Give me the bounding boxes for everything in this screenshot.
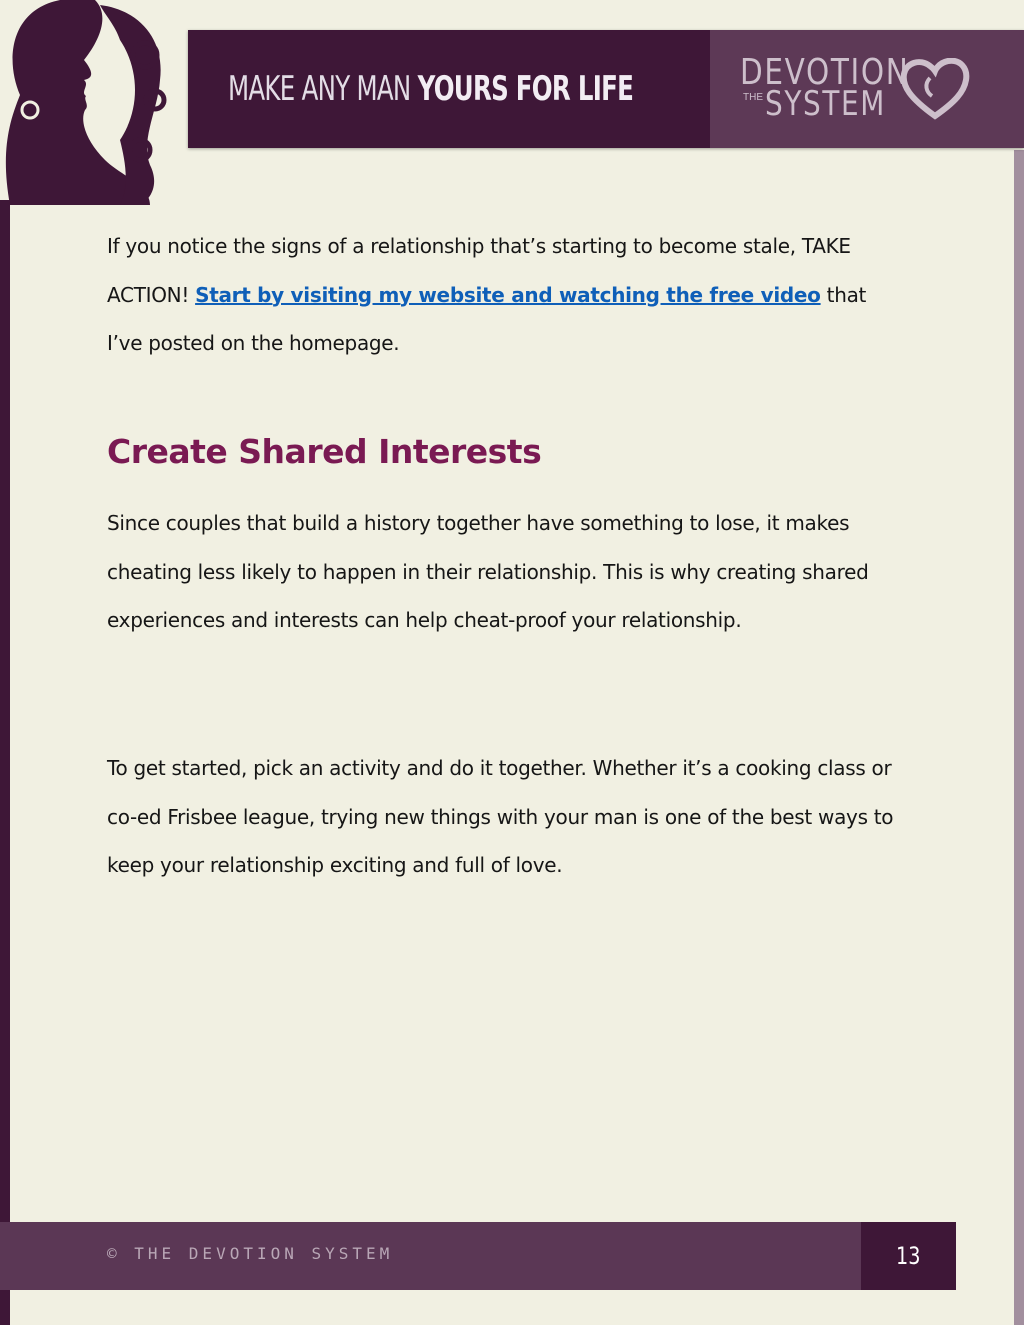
left-accent-bar (0, 200, 10, 1325)
section-heading: Create Shared Interests (107, 432, 542, 471)
brand-logo (710, 30, 1024, 148)
tagline-bold: YOURS FOR LIFE (417, 69, 634, 109)
header-tagline-area (188, 30, 710, 148)
brand-devotion-text: DEVOTION (740, 52, 910, 93)
woman-silhouette-icon (0, 0, 180, 205)
brand-the-text: THE (743, 92, 763, 103)
intro-end-text: that I’ve posted on the homepage. (107, 282, 867, 355)
page-number-box (861, 1222, 956, 1290)
page-number: 13 (896, 1242, 921, 1270)
intro-text: If you notice the signs of a relationship that’s starting to become stale, TAKE ACTION! (107, 234, 851, 307)
website-video-link[interactable]: Start by visiting my website and watching the free video (195, 282, 821, 307)
paragraph-shared-history: Since couples that build a history together have something to lose, it makes cheating less likely to happen in their relationship. This is why creating shared experiences and interests can help cheat-proof your relationship. (107, 511, 869, 632)
intro-paragraph (107, 222, 907, 368)
footer-copyright: © THE DEVOTION SYSTEM (107, 1244, 394, 1263)
brand-system-text: SYSTEM (765, 84, 886, 124)
right-accent-bar (1014, 150, 1024, 1325)
paragraph-get-started: To get started, pick an activity and do it together. Whether it’s a cooking class or co-ed Frisbee league, trying new things with your man is one of the best ways to keep your relationship exciting and full of love. (107, 756, 894, 877)
tagline-regular: MAKE ANY MAN (228, 69, 418, 109)
header-banner (188, 30, 1024, 148)
heart-logo-icon (900, 58, 970, 120)
tagline (228, 69, 633, 109)
